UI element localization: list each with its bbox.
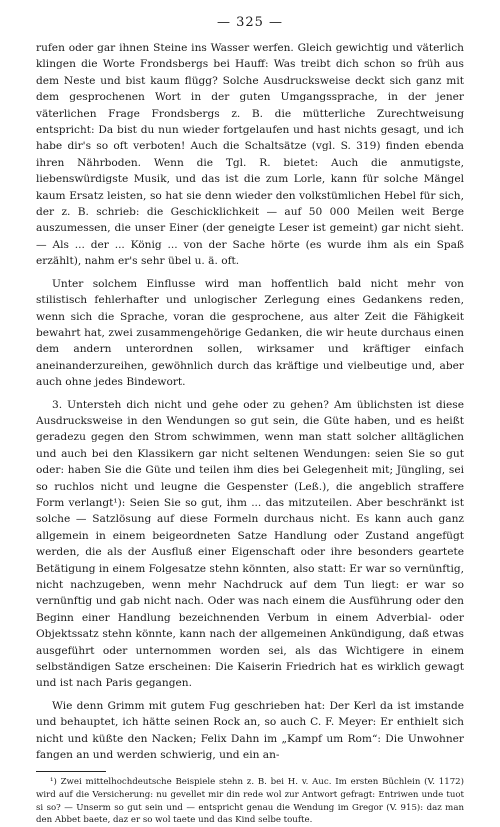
paragraph-grimm: Wie denn Grimm mit gutem Fug geschrieben hat: Der Kerl da ist imstande und behauptet, ich hätte seinen Rock an, so auch C. F. Meyer: Er enthielt sich nicht und küßte den Nacken; Felix Dahn im „Kampf um Rom“: Die Unwohner fangen an und werden schwierig, und ein an- <box>36 699 464 762</box>
paragraph-continuation: rufen oder gar ihnen Steine ins Wasser werfen. Gleich gewichtig und väterlich klingen die Worte Frondsbergs bei Hauff: Was treibt dich schon so früh aus dem Neste und bist kaum flügg? Solche Ausdrucksweise deckt sich ganz mit dem gesprochenen Wort in der guten Umgangssprache, in der jener väterlichen Frage Frondsbergs z. B. die mütterliche Zurechtweisung entspricht: Da bist du nun wieder fortgelaufen und hast nichts gesagt, und ich habe dir's so oft verboten! Auch die Schaltsätze (vgl. S. 319) finden ebenda ihren Nährboden. Wenn die Tgl. R. bietet: Auch die anmutigste, liebenswürdigste Musik, und das ist die zum Lorle, kann für solche Mängel kaum Ersatz leisten, so hat sie denn wieder den volkstümlichen Hebel für sich, der z. B. schrieb: die Geschicklichkeit — auf 50 000 Meilen weit Berge auszumessen, die unser Einer (der geneigte Leser ist gemeint) gar nicht sieht. — Als ... der ... König ... von der Sache hörte (es wurde ihm als ein Spaß erzählt), nahm er's sehr übel u. ä. oft. <box>36 42 464 268</box>
paragraph-influence: Unter solchem Einflusse wird man hoffentlich bald nicht mehr von stilistisch fehlerhafter und unlogischer Zerlegung eines Gedankens reden, wenn sich die Sprache, voran die gesprochene, aus alter Zeit die Fähigkeit bewahrt hat, zwei zusammengehörige Gedanken, die wir heute durchaus einen dem andern unterordnen sollen, wirksamer und kräftiger einfach aneinanderzureihen, gewöhnlich durch das kräftige und vielbeutige und, aber auch ohne jedes Bindewort. <box>36 277 464 389</box>
paragraph-section-3: 3. Untersteh dich nicht und gehe oder zu gehen? Am üblichsten ist diese Ausdrucksweise in den Wendungen so gut sein, die Güte haben, und es heißt geradezu gegen den Strom schwimmen, wenn man statt solcher alltäglichen und auch bei den Klassikern gar nicht seltenen Wendungen: seien Sie so gut oder: haben Sie die Güte und teilen ihm dies bei Gelegenheit mit; Jüngling, sei so ruchlos nicht und leugne die Gespenster (Leß.), die angeblich straffere Form verlangt¹): Seien Sie so gut, ihm ... das mitzuteilen. Aber beschränkt ist solche — Satzlösung auf diese Formeln durchaus nicht. Es kann auch ganz allgemein in einem beigeordneten Satze Handlung oder Zustand angefügt werden, die als der Ausfluß einer Eigenschaft oder ihre besonders geartete Betätigung in einem Folgesatze stehn könnten, also statt: Er war so vernünftig, nicht nachzugeben, wenn mehr Nachdruck auf dem Tun liegt: er war so vernünftig und gab nicht nach. Oder was nach einem die Ausführung oder den Beginn einer Handlung bezeichnenden Verbum in einem Adverbial- oder Objektssatz stehn könnte, kann nach der allgemeinen Ankündigung, daß etwas ausgeführt oder unternommen worden sei, als das Wichtigere in einem selbständigen Satze erscheinen: Die Kaiserin Friedrich hat es wirklich gewagt und ist nach Paris gegangen. <box>36 398 464 690</box>
page-number: — 325 — <box>216 15 284 30</box>
footnote-divider <box>36 771 106 772</box>
footnote: ¹) Zwei mittelhochdeutsche Beispiele stehn z. B. bei H. v. Auc. Im ersten Büchlein (V. 1172) wird auf die Versicherung: nu gevellet mir din rede wol zur Antwort gefragt: Entriwen unde tuot si so? — Unserm so gut sein und — entspricht genau die Wendung im Gregor (V. 915): daz man den Abbet baete, daz er so wol taete und das Kind selbe toufte. <box>36 777 464 826</box>
